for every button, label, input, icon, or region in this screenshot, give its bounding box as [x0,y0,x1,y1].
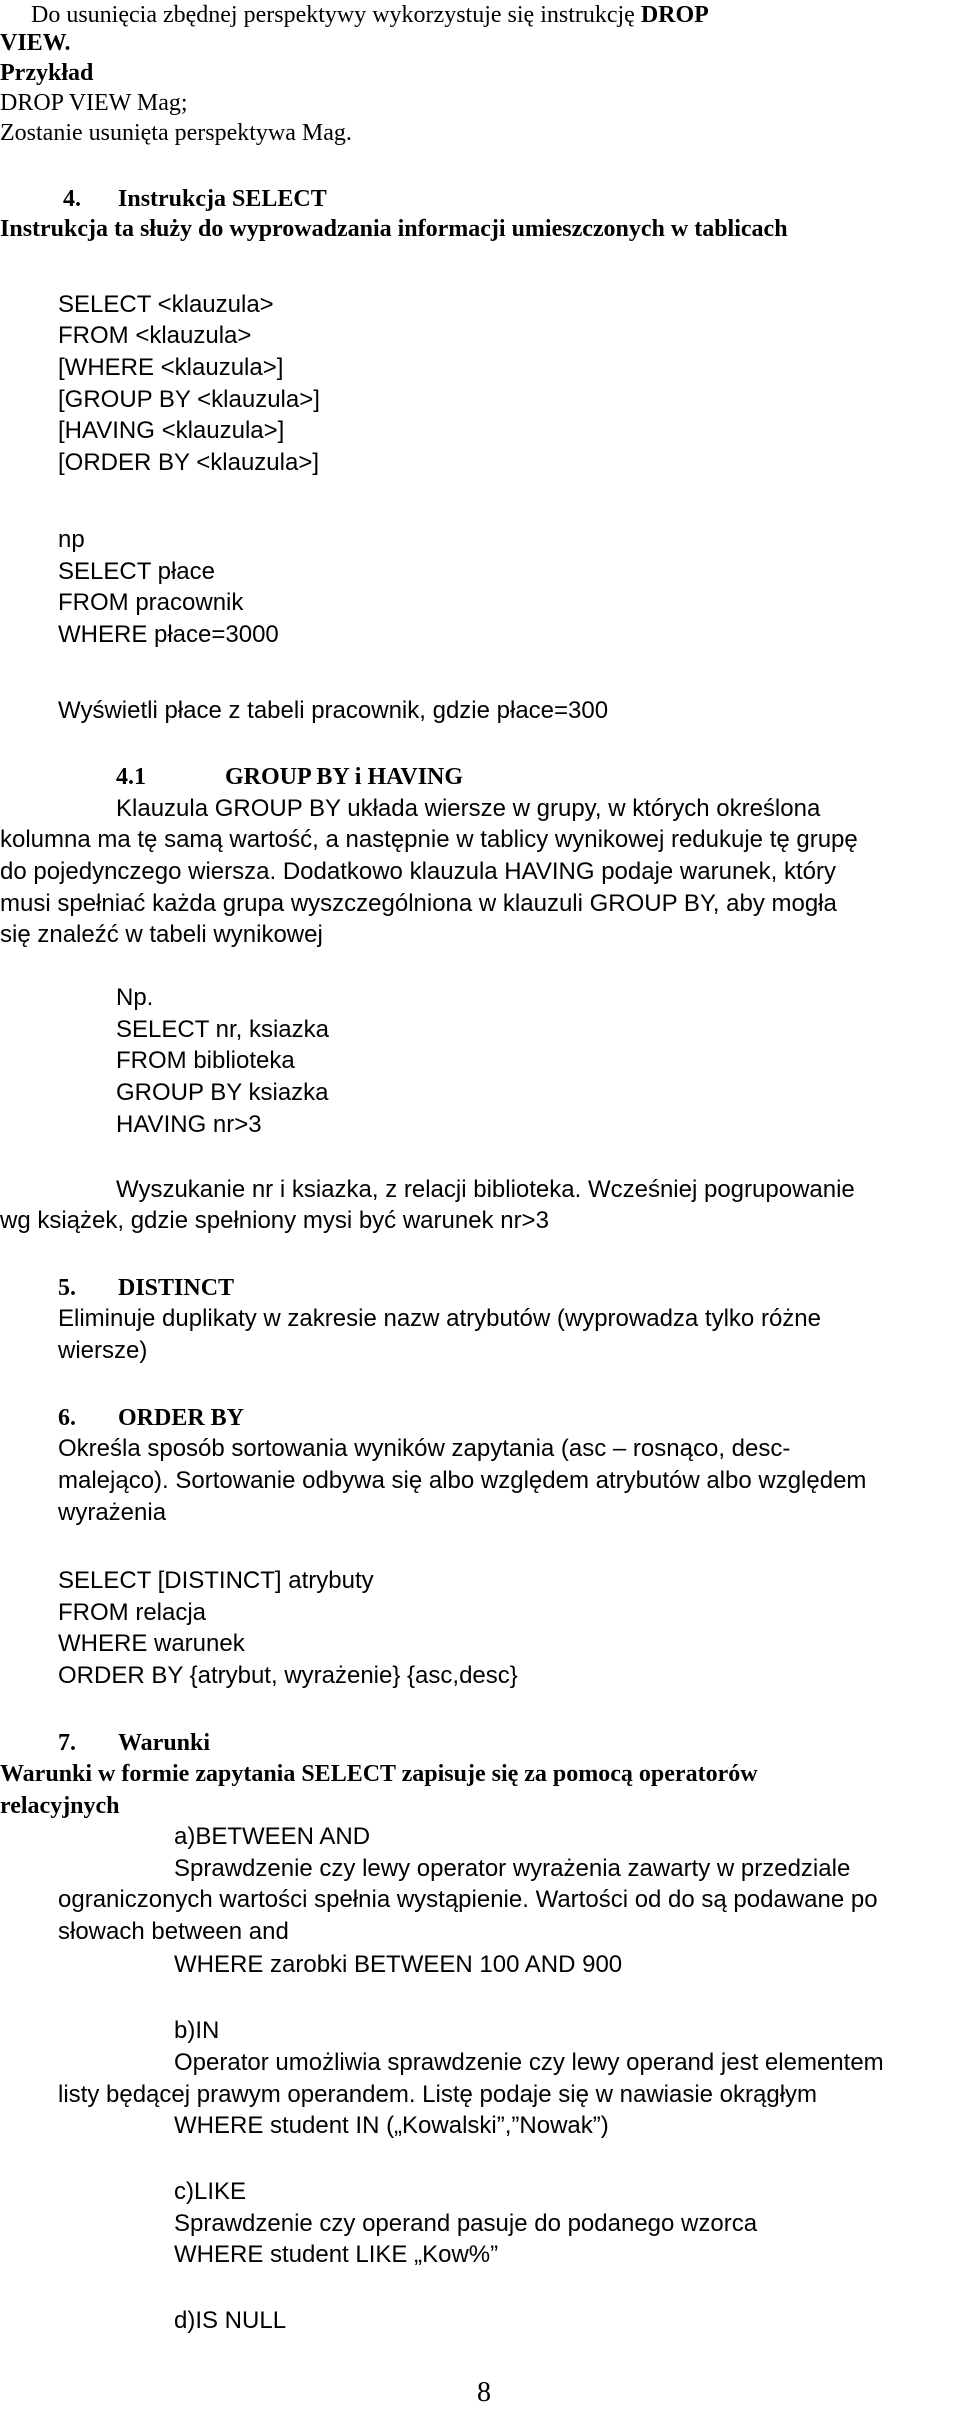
between-example: WHERE zarobki BETWEEN 100 AND 900 [174,1951,623,1978]
drop-view-intro: Do usunięcia zbędnej perspektywy wykorzystuje się instrukcję DROP [31,2,709,28]
example-explanation: Wyświetli płace z tabeli pracownik, gdzie płace=300 [58,697,609,724]
example-line: FROM pracownik [58,589,244,616]
syntax-line: [WHERE <klauzula>] [58,354,284,381]
syntax-line: FROM <klauzula> [58,322,252,349]
between-heading: a)BETWEEN AND [174,1823,371,1850]
example-line: HAVING nr>3 [116,1111,262,1138]
example-line: FROM biblioteka [116,1047,295,1074]
section-7-description: relacyjnych [0,1793,120,1819]
between-text: ograniczonych wartości spełnia wystąpienie. Wartości od do są podawane po [58,1886,878,1913]
example-line: GROUP BY ksiazka [116,1079,329,1106]
example-line: SELECT płace [58,558,215,585]
between-text: słowach between and [58,1918,289,1945]
section-7-title: Warunki [118,1730,211,1756]
section-4-number: 4. [63,186,81,212]
section-7-number: 7. [58,1730,76,1756]
syntax-line: ORDER BY {atrybut, wyrażenie} {asc,desc} [58,1662,518,1689]
syntax-line: WHERE warunek [58,1630,245,1657]
like-text: Sprawdzenie czy operand pasuje do podanego wzorca [174,2210,758,2237]
paragraph-line: się znaleźć w tabeli wynikowej [0,921,323,948]
syntax-line: [ORDER BY <klauzula>] [58,449,320,476]
in-example: WHERE student IN („Kowalski”,”Nowak”) [174,2112,609,2139]
syntax-line: SELECT [DISTINCT] atrybuty [58,1567,374,1594]
syntax-line: [GROUP BY <klauzula>] [58,386,320,413]
is-null-heading: d)IS NULL [174,2307,287,2334]
paragraph-line: wyrażenia [58,1499,167,1526]
syntax-line: SELECT <klauzula> [58,291,274,318]
explanation-line: wg książek, gdzie spełniony mysi być warunek nr>3 [0,1207,549,1234]
paragraph-line: Określa sposób sortowania wyników zapytania (asc – rosnąco, desc- [58,1435,791,1462]
paragraph-line: wiersze) [58,1337,148,1364]
section-4-description: Instrukcja ta służy do wyprowadzania informacji umieszczonych w tablicach [0,216,788,242]
drop-view-example: DROP VIEW Mag; [0,90,188,116]
in-text: listy będącej prawym operandem. Listę podaje się w nawiasie okrągłym [58,2081,818,2108]
drop-view-result: Zostanie usunięta perspektywa Mag. [0,120,352,146]
between-text: Sprawdzenie czy lewy operator wyrażenia zawarty w przedziale [174,1855,851,1882]
page-number: 8 [477,2377,491,2408]
section-6-number: 6. [58,1405,76,1431]
drop-view-intro-cont: VIEW. [0,30,71,56]
example-line: SELECT nr, ksiazka [116,1016,329,1043]
like-example: WHERE student LIKE „Kow%” [174,2241,499,2268]
like-heading: c)LIKE [174,2178,247,2205]
in-heading: b)IN [174,2017,220,2044]
section-5-number: 5. [58,1275,76,1301]
paragraph-line: kolumna ma tę samą wartość, a następnie w tablicy wynikowej redukuje tę grupę [0,826,858,853]
section-4-1-number: 4.1 [116,764,146,790]
example-label: Np. [116,984,154,1011]
paragraph-line: Klauzula GROUP BY układa wiersze w grupy, w których określona [116,795,821,822]
section-4-1-title: GROUP BY i HAVING [225,764,464,790]
section-6-title: ORDER BY [118,1405,245,1431]
section-4-title: Instrukcja SELECT [118,186,327,212]
example-line: np [58,526,85,553]
paragraph-line: do pojedynczego wiersza. Dodatkowo klauzula HAVING podaje warunek, który [0,858,836,885]
section-5-title: DISTINCT [118,1275,235,1301]
paragraph-line: Eliminuje duplikaty w zakresie nazw atrybutów (wyprowadza tylko różne [58,1305,821,1332]
paragraph-line: musi spełniać każda grupa wyszczególniona w klauzuli GROUP BY, aby mogła [0,890,837,917]
explanation-line: Wyszukanie nr i ksiazka, z relacji biblioteka. Wcześniej pogrupowanie [116,1176,855,1203]
paragraph-line: malejąco). Sortowanie odbywa się albo względem atrybutów albo względem [58,1467,867,1494]
example-heading: Przykład [0,60,94,86]
example-line: WHERE płace=3000 [58,621,279,648]
syntax-line: FROM relacja [58,1599,207,1626]
syntax-line: [HAVING <klauzula>] [58,417,285,444]
in-text: Operator umożliwia sprawdzenie czy lewy operand jest elementem [174,2049,884,2076]
section-7-description: Warunki w formie zapytania SELECT zapisuje się za pomocą operatorów [0,1761,758,1787]
